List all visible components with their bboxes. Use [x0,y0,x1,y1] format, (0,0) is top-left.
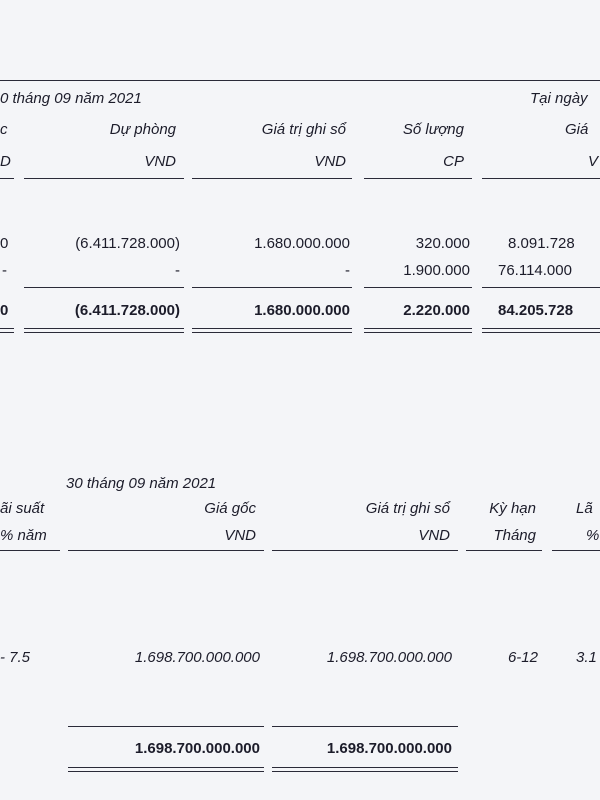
table2-date: 30 tháng 09 năm 2021 [66,475,217,492]
table1-total-dbl-rule-c1 [24,328,184,333]
table1-unit-quantity: CP [443,153,464,170]
table1-header-quantity: Số lượng [402,121,464,138]
table1-date-left: 0 tháng 09 năm 2021 [0,90,142,107]
table1-top-rule [0,80,600,81]
table2-unit-book-value: VND [418,527,450,544]
table1-header-c0: c [0,121,8,138]
table1-subtotal-rule-c1 [24,287,184,288]
table2-header-interest-rate: ãi suất [0,500,45,517]
table1-row2-provision: - [175,262,180,279]
table2-header-rule-c1 [68,550,264,551]
table2-subtotal-rule-c1 [68,726,264,727]
table2-subtotal-rule-c2 [272,726,458,727]
table1-row1-book-value: 1.680.000.000 [254,235,350,252]
table2-total-dbl-rule-c2 [272,767,458,772]
table2-header-rule-c3 [466,550,542,551]
table1-total-c0: 0 [0,302,9,319]
table1-header-rule-c1 [24,178,184,179]
table2-row-term: 6-12 [507,649,538,666]
table2-unit-c0: % năm [0,527,47,544]
table1-unit-book-value: VND [314,153,346,170]
table1-row1-quantity: 320.000 [415,235,470,252]
table1-row2-c4: 76.114.000 [498,262,572,279]
table2-row-cost: 1.698.700.000.000 [134,649,260,666]
table2-header-rule-c4 [552,550,600,551]
table1-row1-c0: 0 [0,235,9,252]
table1-header-provision: Dự phòng [109,121,176,138]
table1-date-right: Tại ngày [530,90,588,107]
table1-total-quantity: 2.220.000 [403,302,470,319]
table2-row-c4: 3.1 [576,649,597,666]
table1-row2-c0: - [2,262,7,279]
table1-header-rule-c0 [0,178,14,179]
table2-total-dbl-rule-c1 [68,767,264,772]
table1-row1-c4: 8.091.728 [508,235,575,252]
table2-header-c4: Lã [576,500,593,517]
table1-header-c4: Giá [565,121,589,138]
table1-row1-provision: (6.411.728.000) [75,235,180,252]
table2-unit-term: Tháng [493,527,536,544]
table2-header-cost: Giá gốc [204,500,256,517]
table2-unit-cost: VND [224,527,256,544]
table2-header-term: Kỳ hạn [489,500,536,517]
table1-unit-provision: VND [144,153,176,170]
table1-total-dbl-rule-c3 [364,328,472,333]
table2-row-interest-rate: - 7.5 [0,649,31,666]
table2-header-rule-c0 [0,550,60,551]
table1-subtotal-rule-c2 [192,287,352,288]
table1-total-book-value: 1.680.000.000 [254,302,350,319]
table1-row2-quantity: 1.900.000 [403,262,470,279]
table1-unit-c4: V [588,153,599,170]
table1-subtotal-rule-c4 [482,287,600,288]
table1-row2-book-value: - [345,262,350,279]
table1-total-dbl-rule-c0 [0,328,14,333]
table1-unit-c0: D [0,153,11,170]
table1-header-book-value: Giá trị ghi sổ [261,121,346,138]
table2-header-rule-c2 [272,550,458,551]
table1-header-rule-c4 [482,178,600,179]
table1-subtotal-rule-c3 [364,287,472,288]
table2-unit-c4: % [586,527,600,544]
table1-header-rule-c3 [364,178,472,179]
table2-header-book-value: Giá trị ghi sổ [365,500,450,517]
table1-header-rule-c2 [192,178,352,179]
table2-row-book-value: 1.698.700.000.000 [326,649,452,666]
table2-total-cost: 1.698.700.000.000 [134,740,260,757]
table2-total-book-value: 1.698.700.000.000 [326,740,452,757]
table1-total-dbl-rule-c2 [192,328,352,333]
table1-total-c4: 84.205.728 [498,302,574,319]
table1-total-dbl-rule-c4 [482,328,600,333]
table1-total-provision: (6.411.728.000) [74,302,180,319]
